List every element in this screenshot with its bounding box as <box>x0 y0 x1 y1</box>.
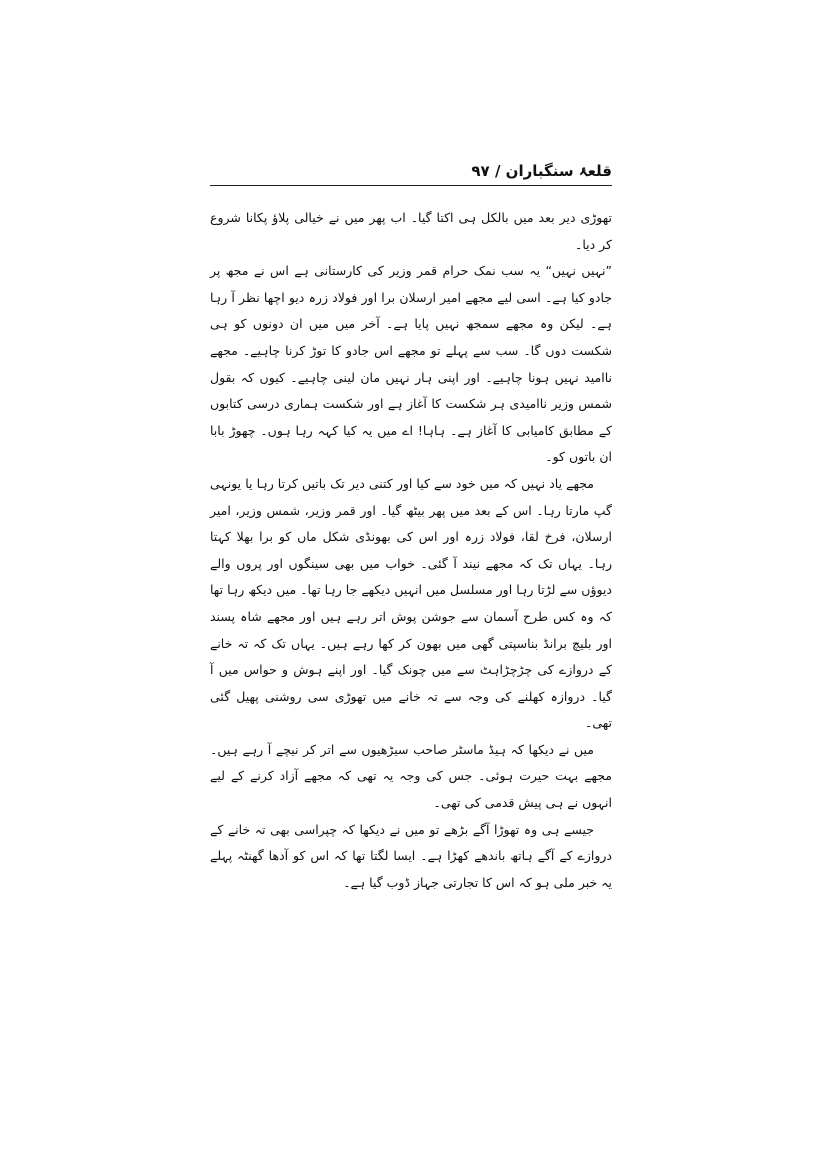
paragraph-1: تھوڑی دیر بعد میں بالکل ہی اکتا گیا۔ اب پھر میں نے خیالی پلاؤ پکانا شروع کر دیا۔ <box>210 210 612 252</box>
running-header <box>210 160 612 184</box>
paragraph-5: جیسے ہی وہ تھوڑا آگے بڑھے تو میں نے دیکھا کہ چپراسی بھی تہ خانے کے دروازے کے آگے ہاتھ باندھے کھڑا ہے۔ ایسا لگتا تھا کہ اس کو آدھا گھنٹہ پہلے یہ خبر ملی ہو کہ اس کا تجارتی جہاز ڈوب گیا ہے۔ <box>210 821 612 890</box>
header-rule <box>210 185 612 186</box>
paragraph-3: مجھے یاد نہیں کہ میں خود سے کیا اور کتنی دیر تک باتیں کرتا رہا یا یونہی گپ مارتا رہا۔ اس کے بعد میں پھر بیٹھ گیا۔ اور قمر وزیر، شمس وزیر، امیر ارسلان، فرخ لقا، فولاد زرہ اور اس کی بھونڈی شکل ماں کو برا بھلا کہتا رہا۔ یہاں تک کہ مجھے نیند آ گئی۔ خواب میں بھی سینگوں اور پروں والے دیوؤں سے لڑتا رہا اور مسلسل میں انہیں دیکھے جا رہا تھا۔ میں دیکھ رہا تھا کہ وہ کس طرح آسمان سے جوشن پوش اتر رہے ہیں اور مجھے شاہ پسند اور بلیچ برانڈ بناسپتی گھی میں بھون کر کھا رہے ہیں۔ یہاں تک کہ تہ خانے کے دروازے کی چڑچڑاہٹ سے میں چونک گیا۔ اور اپنے ہوش و حواس میں آ گیا۔ دروازہ کھلنے کی وجہ سے تہ خانے میں تھوڑی سی روشنی پھیل گئی تھی۔ <box>210 475 612 731</box>
paragraph-4: میں نے دیکھا کہ ہیڈ ماسٹر صاحب سیڑھیوں سے اتر کر نیچے آ رہے ہیں۔ مجھے بہت حیرت ہوئی۔ جس کی وجہ یہ تھی کہ مجھے آزاد کرنے کے لیے انہوں نے ہی پیش قدمی کی تھی۔ <box>210 741 612 811</box>
paragraph-2: ”نہیں نہیں“ یہ سب نمک حرام قمر وزیر کی کارستانی ہے اس نے مجھ پر جادو کیا ہے۔ اسی لیے مجھے امیر ارسلان برا اور فولاد زرہ دیو اچھا نظر آ رہا ہے۔ لیکن وہ مجھے سمجھ نہیں پایا ہے۔ آخر میں میں ان دونوں کو ہی شکست دوں گا۔ سب سے پہلے تو مجھے اس جادو کا توڑ کرنا چاہیے۔ مجھے ناامید نہیں ہونا چاہیے۔ اور اپنی ہار نہیں مان لینی چاہیے۔ کیوں کہ بقول شمس وزیر ناامیدی ہر شکست کا آغاز ہے اور شکست ہماری درسی کتابوں کے مطابق کامیابی کا آغاز ہے۔ ہاہا! اے میں یہ کیا کہہ رہا ہوں۔ چھوڑ بابا ان باتوں کو۔ <box>210 263 612 465</box>
header-title: قلعۂ سنگباران / ۹۷ <box>471 162 612 180</box>
body-text <box>210 205 612 896</box>
